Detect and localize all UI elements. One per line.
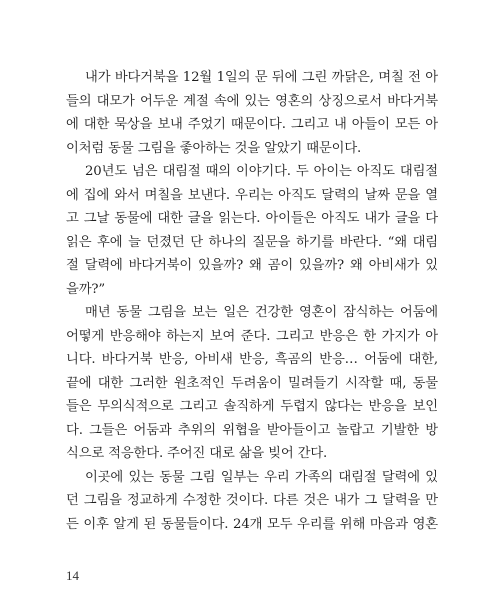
page-number: 14	[66, 568, 79, 583]
text-line: 에 대한 묵상을 보내 주었기 때문이다. 그리고 내 아들이 모든 아	[66, 117, 438, 132]
text-line: 던 그림을 정교하게 수정한 것이다. 다른 것은 내가 그 달력을 만	[66, 493, 438, 508]
text-line: 고 그날 동물에 대한 글을 읽는다. 아이들은 아직도 내가 글을 다	[66, 211, 438, 226]
text-line: 식으로 적응한다. 주어진 대로 삶을 빚어 간다.	[66, 446, 328, 461]
text-line: 들의 대모가 어두운 계절 속에 있는 영혼의 상징으로서 바다거북	[66, 93, 438, 109]
paragraph-2	[66, 160, 438, 301]
body-text	[66, 66, 438, 536]
text-line: 읽은 후에 늘 던졌던 단 하나의 질문을 하기를 바란다. “왜 대림	[66, 234, 438, 250]
text-line: 이처럼 동물 그림을 좋아하는 것을 알았기 때문이다.	[66, 140, 362, 156]
text-line: 절 달력에 바다거북이 있을까? 왜 곰이 있을까? 왜 아비새가 있	[66, 258, 438, 273]
text-line: 매년 동물 그림을 보는 일은 건강한 영혼이 잠식하는 어둠에	[85, 305, 438, 320]
text-line: 어떻게 반응해야 하는지 보여 준다. 그리고 반응은 한 가지가 아	[66, 328, 438, 344]
text-line: 든 이후 알게 된 동물들이다. 24개 모두 우리를 위해 마음과 영혼	[66, 516, 438, 532]
text-line: 이곳에 있는 동물 그림 일부는 우리 가족의 대림절 달력에 있	[85, 469, 438, 485]
text-line: 20년도 넘은 대림절 때의 이야기다. 두 아이는 아직도 대림절	[85, 164, 438, 179]
paragraph-1	[66, 66, 438, 160]
text-line: 니다. 바다거북 반응, 아비새 반응, 흑곰의 반응… 어둠에 대한,	[66, 352, 438, 367]
text-line: 끝에 대한 그러한 원초적인 두려움이 밀려들기 시작할 때, 동물	[66, 375, 438, 391]
text-line: 다. 그들은 어둠과 추위의 위협을 받아들이고 놀랍고 기발한 방	[66, 422, 438, 438]
text-line: 에 집에 와서 며칠을 보낸다. 우리는 아직도 달력의 날짜 문을 열	[66, 187, 438, 203]
text-line: 내가 바다거북을 12월 1일의 문 뒤에 그린 까닭은, 며칠 전 아	[85, 70, 438, 85]
paragraph-3	[66, 301, 438, 466]
text-line: 을까?”	[66, 281, 106, 297]
paragraph-4	[66, 466, 438, 537]
text-line: 들은 무의식적으로 그리고 솔직하게 두렵지 않다는 반응을 보인	[66, 399, 438, 414]
